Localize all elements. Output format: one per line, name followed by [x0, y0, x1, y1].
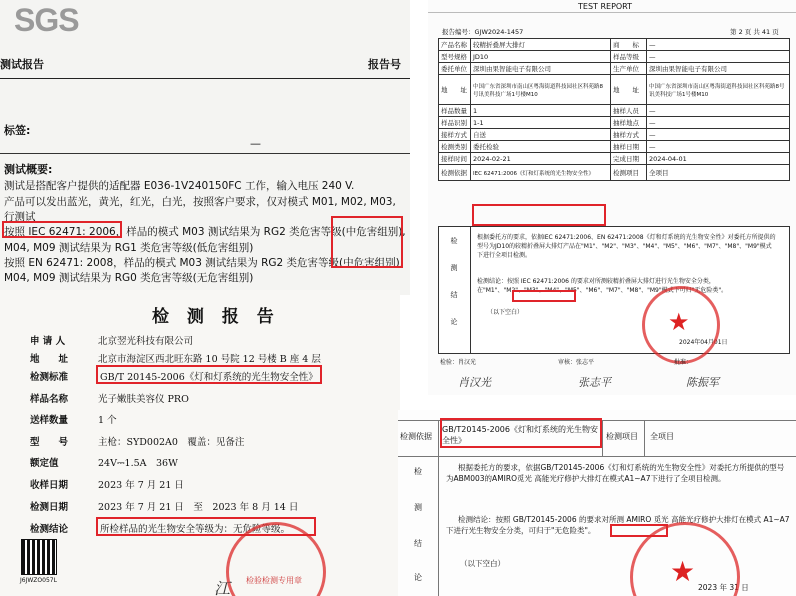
item-label: 检测项目 — [606, 432, 638, 441]
table-row: 委托单位 深圳由果智能电子有限公司 生产单位 深圳由果智能电子有限公司 — [439, 63, 790, 75]
seal-star-icon: ★ — [670, 555, 696, 588]
approver: 批准： — [674, 359, 693, 366]
signature: 肖汉光 — [458, 376, 491, 389]
header-right: 报告号 — [368, 58, 401, 71]
field-label: 地 址 — [30, 354, 69, 365]
auditor: 审核：张志平 — [558, 359, 595, 366]
table-row: 检测类别 委托检验 抽样日期 — — [439, 141, 790, 153]
signature: 江 — [214, 579, 231, 596]
field-value: 2023 年 7 月 21 日 — [98, 480, 184, 491]
field-value: 光子嫩肤美容仪 PRO — [98, 394, 189, 405]
summary-line: M04, M09 测试结果为 RG1 类危害等级(低危害组别) — [4, 242, 254, 254]
field-label: 额定值 — [30, 458, 59, 469]
divider — [0, 78, 410, 79]
highlight-box — [472, 204, 606, 226]
table-row: 接样时间 2024-02-21 完成日期 2024-04-01 — [439, 153, 790, 165]
field-label: 申 请 人 — [30, 336, 66, 347]
summary-line: 行测试 — [4, 211, 36, 223]
test-report-panel — [428, 0, 796, 395]
table-row: 样品识别 1-1 抽样地点 — — [439, 117, 790, 129]
header-left: 测试报告 — [0, 58, 44, 71]
field-label: 检测标准 — [30, 372, 69, 383]
inspector: 检验：肖汉光 — [440, 359, 477, 366]
conclusion-char: 结 — [414, 539, 422, 548]
cn-report-panel — [0, 290, 400, 596]
seal-star-icon: ★ — [668, 308, 690, 336]
summary-line: 按照 EN 62471: 2008，样品的模式 M03 测试结果为 RG2 类危害等级(中危害组别), — [4, 257, 404, 269]
field-value: 24V⎓1.5A 36W — [98, 458, 178, 469]
sgs-logo: SGS — [14, 2, 79, 38]
field-value: GB/T 20145-2006《灯和灯系统的光生物安全性》 — [100, 372, 318, 383]
basis-value: GB/T20145-2006《灯和灯系统的光生物安全性》 — [442, 425, 598, 445]
gbt-report-panel — [398, 410, 796, 596]
highlight-box — [96, 365, 322, 384]
label-heading: 标签: — [4, 124, 31, 137]
summary-line: 测试是搭配客户提供的适配器 E036-1V240150FC 工作，输入电压 240 V. — [4, 180, 355, 192]
blank-note: （以下空白） — [487, 309, 524, 316]
basis-label: 检测依据 — [400, 432, 432, 441]
report-title: 检 测 报 告 — [152, 307, 280, 327]
page-number: 第 2 页 共 41 页 — [730, 28, 779, 36]
report-date: 2024年04月01日 — [679, 339, 728, 346]
table-row: 检测依据 IEC 62471:2006《灯和灯系统的光生物安全性》 检测项目 全项目 — [439, 165, 790, 181]
conclusion-char: 检 — [414, 467, 422, 476]
field-label: 样品名称 — [30, 394, 69, 405]
conclusion-box — [438, 226, 790, 354]
field-value: 北京翌光科技有限公司 — [98, 336, 194, 347]
conclusion-char: 测 — [414, 503, 422, 512]
summary-line: 按照 IEC 62471: 2006，样品的模式 M03 测试结果为 RG2 类危害等级(中危害组别), — [4, 226, 406, 238]
table-row: 地 址 中国广东省深圳市南山区粤海街道科技园社区科苑路8号讯美科技广场1号楼M10 地 址 中国广东省深圳市南山区粤海街道科技园社区科苑路8号讯美科技广场1号楼M10 — [439, 75, 790, 105]
summary-title: 测试概要: — [4, 163, 53, 176]
report-info-table — [438, 38, 790, 181]
field-label: 型 号 — [30, 437, 69, 448]
seal-label: 检验检测专用章 — [246, 576, 302, 585]
field-label: 检测结论 — [30, 524, 69, 535]
qr-code — [22, 540, 56, 574]
field-value: 所检样品的光生物安全等级为：无危险等级。 — [100, 524, 291, 535]
highlight-box — [331, 216, 403, 268]
conclusion-char: 论 — [414, 573, 422, 582]
table-row: 产品名称 较精折叠屏大排灯 商 标 — — [439, 39, 790, 51]
signature: 张志平 — [578, 376, 611, 389]
highlight-box — [512, 290, 576, 302]
summary-line: M04, M09 测试结果为 RG0 类危害等级(无危害组别) — [4, 272, 254, 284]
label-dash: — — [250, 137, 261, 150]
conclusion-result: 检测结论：按照 IEC 62471:2006 的要求对所测较精折叠屏大排灯进行光生物安全分类，在"M1"、"M2"、"M3"、"M4"、"M5"、"M6"、"M7"、"M8"、"M9"模式下可归"无危险类"。 — [477, 278, 728, 294]
qr-caption: J6JWZO057L — [20, 577, 57, 584]
blank-note: （以下空白） — [460, 559, 505, 568]
report-number: 报告编号：GJW2024-1457 — [442, 28, 524, 36]
table-row: 型号规格 JD10 样品等级 — — [439, 51, 790, 63]
field-value: 1 个 — [98, 415, 117, 426]
field-label: 检测日期 — [30, 502, 69, 513]
summary-line: 产品可以发出蓝光，黄光，红光，白光，按照客户要求，仅对模式 M01, M02, M03, — [4, 196, 396, 208]
field-label: 送样数量 — [30, 415, 69, 426]
highlight-box — [440, 418, 602, 448]
conclusion-label: 检测结论 — [450, 237, 458, 345]
field-label: 收样日期 — [30, 480, 69, 491]
table-row: 接样方式 自送 抽样方式 — — [439, 129, 790, 141]
signature: 陈振军 — [686, 376, 719, 389]
field-value: 2023 年 7 月 21 日 至 2023 年 8 月 14 日 — [98, 502, 299, 513]
conclusion-para: 检测结论：按照 GB/T20145-2006 的要求对所测 AMIRO 觅光 高能光疗修护大排灯在模式 A1~A7 下进行光生物安全分类，可归于"无危险类"。 — [446, 515, 790, 535]
highlight-box — [2, 221, 122, 238]
sgs-report-panel — [0, 0, 410, 295]
conclusion-para: 根据委托方的要求，依据GB/T20145-2006《灯和灯系统的光生物安全性》对委托方所提供的型号为ABM003的AMIRO觅光 高能光疗修护大排灯在模式A1~A7下进行了全项目检测。 — [446, 463, 785, 483]
conclusion-text: 根据委托方的要求，依据IEC 62471:2006、EN 62471:2008《灯和灯系统的光生物安全性》对委托方所提供的型号为JD10的较精折叠屏大排灯产品在"M1"、"M2"、"M3"、"M4"、"M5"、"M6"、"M7"、"M8"、"M9"模式下进行全项目检测。 — [477, 234, 776, 259]
field-value: 主枪：SYD002A0 覆盖：见备注 — [98, 437, 245, 448]
field-value: 北京市海淀区西北旺东路 10 号院 12 号楼 B 座 4 层 — [98, 354, 321, 365]
table-row: 样品数量 1 抽样人员 — — [439, 105, 790, 117]
report-top-title: TEST REPORT — [578, 2, 633, 11]
item-value: 全项目 — [650, 432, 674, 441]
report-date: 2023 年 31 日 — [698, 583, 749, 592]
divider — [0, 153, 410, 154]
